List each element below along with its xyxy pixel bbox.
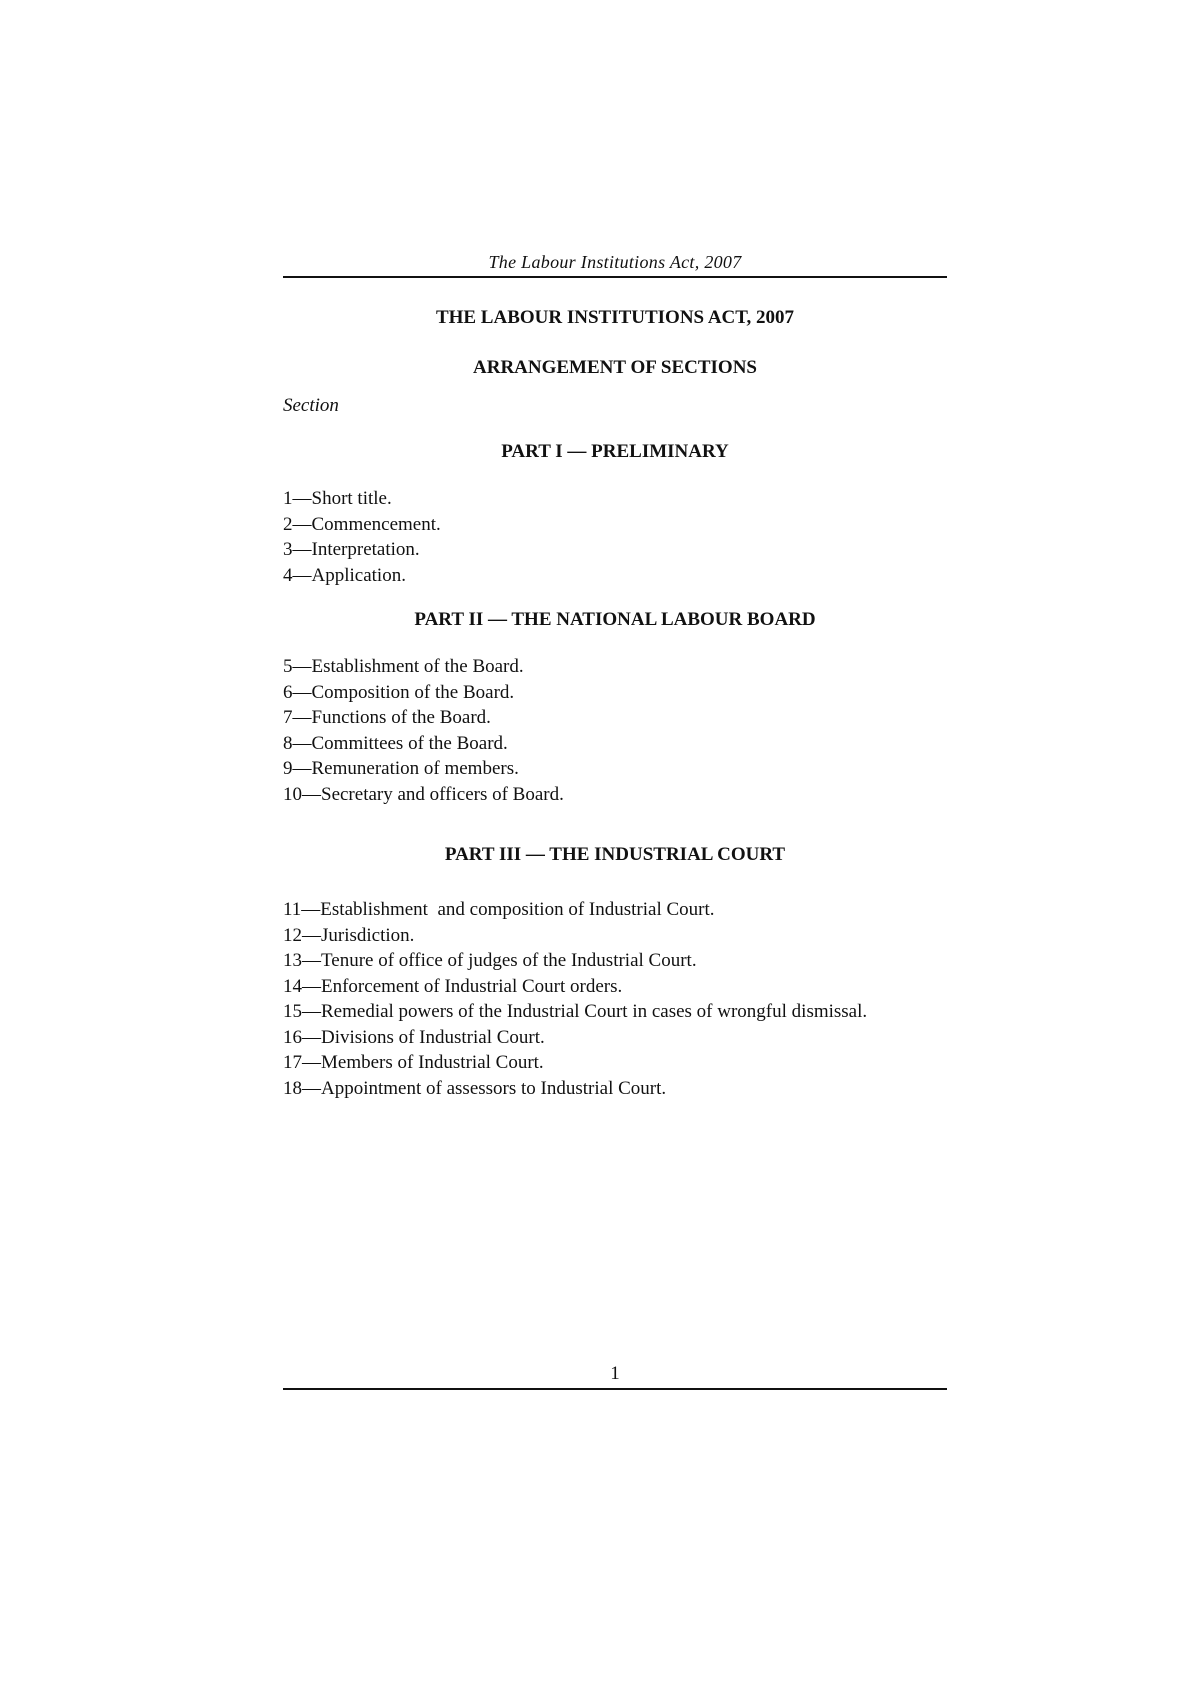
- section-title: Short title.: [311, 488, 392, 509]
- section-number: 16: [283, 1026, 302, 1048]
- section-title: Application.: [311, 564, 406, 586]
- section-title: Committees of the Board.: [311, 732, 508, 754]
- list-item: 18—Appointment of assessors to Industrial Court.: [283, 1077, 667, 1099]
- section-title: Members of Industrial Court.: [321, 1052, 544, 1073]
- page-footer: [283, 1362, 947, 1390]
- section-number: 7: [283, 707, 293, 728]
- list-item: 15—Remedial powers of the Industrial Court in cases of wrongful dismissal.: [283, 1001, 868, 1022]
- section-title: Remedial powers of the Industrial Court in cases of wrongful dismissal.: [321, 1001, 868, 1022]
- section-title: Establishment and composition of Industrial Court.: [320, 899, 715, 920]
- part-3: [283, 843, 947, 1101]
- act-title: THE LABOUR INSTITUTIONS ACT, 2007: [435, 307, 795, 328]
- section-number: 17: [283, 1052, 302, 1073]
- section-number: 15: [283, 1001, 302, 1022]
- section-title: Interpretation.: [311, 539, 420, 560]
- section-title: Enforcement of Industrial Court orders.: [321, 975, 623, 997]
- list-item: 7—Functions of the Board.: [283, 707, 491, 728]
- list-item: 12—Jurisdiction.: [283, 924, 415, 946]
- arrangement-title: ARRANGEMENT OF SECTIONS: [473, 357, 757, 378]
- section-title: Jurisdiction.: [321, 924, 415, 946]
- part-1: [283, 440, 947, 588]
- list-item: 5—Establishment of the Board.: [283, 656, 524, 677]
- running-header: The Labour Institutions Act, 2007: [488, 252, 742, 272]
- list-item: 1—Short title.: [283, 488, 392, 509]
- list-item: 10—Secretary and officers of Board.: [283, 783, 564, 805]
- list-item: 9—Remuneration of members.: [283, 758, 519, 779]
- section-list: [283, 654, 947, 807]
- list-item: 4—Application.: [283, 564, 406, 586]
- section-label: Section: [283, 395, 339, 416]
- part-heading: PART III — THE INDUSTRIAL COURT: [444, 844, 786, 865]
- list-item: 16—Divisions of Industrial Court.: [283, 1026, 545, 1048]
- section-number: 1: [283, 488, 293, 509]
- list-item: 17—Members of Industrial Court.: [283, 1052, 544, 1073]
- section-number: 2: [283, 513, 293, 535]
- document-page: [283, 250, 947, 1101]
- section-number: 11: [283, 899, 302, 920]
- section-title: Divisions of Industrial Court.: [321, 1026, 545, 1048]
- section-title: Appointment of assessors to Industrial Court.: [321, 1077, 667, 1099]
- section-list: [283, 897, 947, 1101]
- section-title: Secretary and officers of Board.: [321, 783, 564, 805]
- section-title: Composition of the Board.: [311, 681, 515, 703]
- list-item: 6—Composition of the Board.: [283, 681, 515, 703]
- section-number: 9: [283, 758, 293, 779]
- section-title: Commencement.: [311, 513, 441, 535]
- section-list: [283, 486, 947, 588]
- part-heading: PART I — PRELIMINARY: [501, 441, 729, 462]
- section-number: 14: [283, 975, 302, 997]
- section-number: 18: [283, 1077, 302, 1099]
- section-number: 4: [283, 564, 293, 586]
- section-title: Tenure of office of judges of the Industrial Court.: [321, 950, 697, 971]
- section-title: Functions of the Board.: [311, 707, 491, 728]
- section-title: Establishment of the Board.: [311, 656, 524, 677]
- section-number: 3: [283, 539, 293, 560]
- page-number: 1: [610, 1363, 620, 1384]
- section-number: 8: [283, 732, 293, 754]
- section-number: 6: [283, 681, 293, 703]
- section-number: 13: [283, 950, 302, 971]
- section-number: 10: [283, 783, 302, 805]
- header-rule: [283, 276, 947, 278]
- list-item: 13—Tenure of office of judges of the Industrial Court.: [283, 950, 697, 971]
- list-item: 8—Committees of the Board.: [283, 732, 508, 754]
- section-title: Remuneration of members.: [311, 758, 519, 779]
- list-item: 2—Commencement.: [283, 513, 441, 535]
- footer-rule: [283, 1388, 947, 1390]
- list-item: 14—Enforcement of Industrial Court orders.: [283, 975, 623, 997]
- list-item: 3—Interpretation.: [283, 539, 420, 560]
- section-number: 12: [283, 924, 302, 946]
- list-item: 11—Establishment and composition of Industrial Court.: [283, 899, 715, 920]
- section-number: 5: [283, 656, 293, 677]
- part-2: [283, 608, 947, 807]
- part-heading: PART II — THE NATIONAL LABOUR BOARD: [414, 609, 816, 630]
